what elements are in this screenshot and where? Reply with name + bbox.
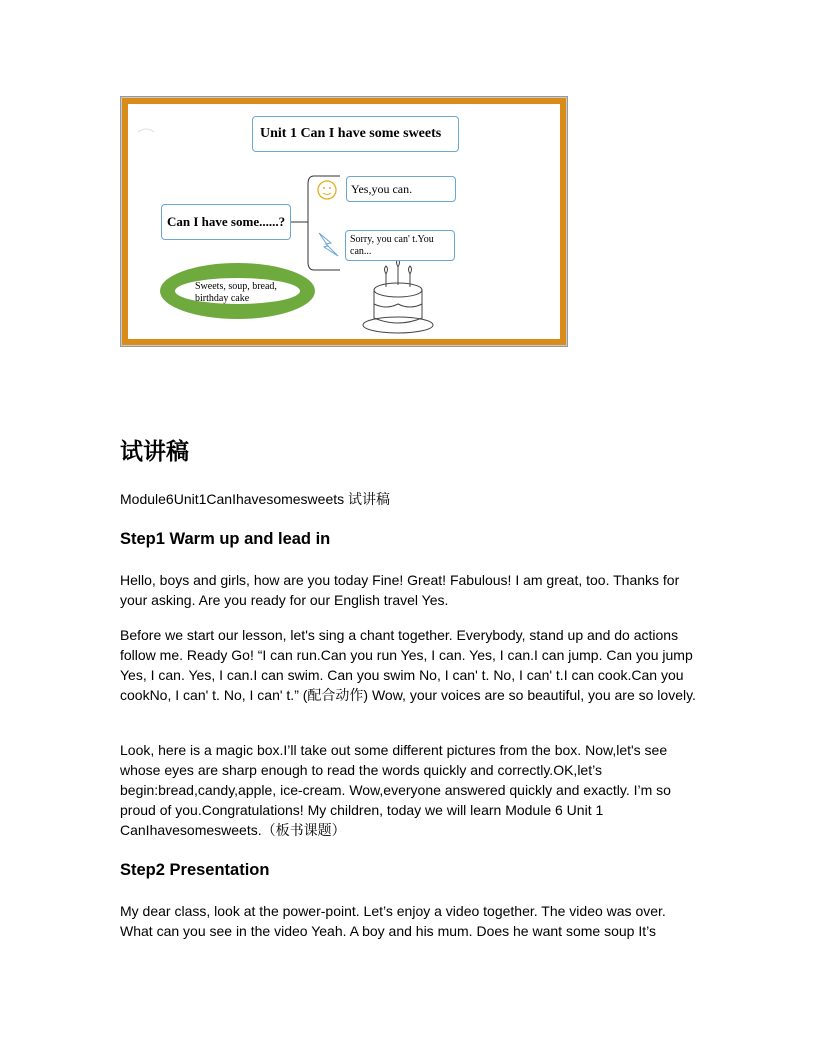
figure-title-box: [252, 116, 459, 152]
step1-title: Step1 Warm up and lead in: [120, 530, 331, 548]
answer-bracket: [291, 176, 314, 270]
smiley-face-icon: [318, 181, 336, 199]
yes-answer-text: Yes,you can.: [351, 182, 413, 196]
step1-paragraph-3: Look, here is a magic box.I’ll take out some different pictures from the box. Now,let's see whose eyes are sharp enough to read the words quickly and correctly.OK,let’s begin:bread,candy,apple, ice-cream. Wow,everyone answered quickly and exactly. I’m so proud of you.Congratulations! My children, today we will learn Module 6 Unit 1 CanIhavesomesweets.（板书课题）: [120, 742, 671, 838]
step2-paragraph-1: My dear class, look at the power-point. Let’s enjoy a video together. The video was over. What can you see in the video Yeah. A boy and his mum. Does he want some soup It’s: [120, 903, 666, 939]
question-box: [161, 204, 291, 240]
step1-paragraph-1: Hello, boys and girls, how are you today Fine! Great! Fabulous! I am great, too. Thanks for your asking. Are you ready for our English travel Yes.: [120, 572, 680, 608]
question-text: Can I have some......?: [167, 214, 286, 229]
decoration-mark: [138, 129, 154, 132]
page-subtitle: Module6Unit1CanIhavesomesweets 试讲稿: [120, 491, 391, 507]
lightning-bolt-icon: [319, 233, 338, 256]
page-heading: 试讲稿: [120, 439, 189, 465]
no-answer-box: [345, 230, 455, 261]
blackboard-figure: [120, 96, 568, 347]
food-list-text: Sweets, soup, bread, birthday cake: [195, 281, 277, 304]
food-ring: [160, 263, 315, 319]
step1-paragraph-2: Before we start our lesson, let's sing a chant together. Everybody, stand up and do actions follow me. Ready Go! “I can run.Can you run Yes, I can. Yes, I can.I can jump. Can you jump Yes, I can. Yes, I can.I can swim. Can you swim No, I can' t. No, I can' t.I can cook.Can you cookNo, I can' t. No, I can' t.” (配合动作) Wow, your voices are so beautiful, you are so lovely.: [120, 627, 696, 703]
figure-title: Unit 1 Can I have some sweets: [260, 126, 442, 141]
step2-title: Step2 Presentation: [120, 861, 270, 879]
yes-answer-box: [346, 176, 456, 202]
birthday-cake-icon: [363, 259, 433, 333]
no-answer-text: Sorry, you can' t.You can...: [350, 234, 434, 257]
board-frame: [122, 98, 566, 345]
